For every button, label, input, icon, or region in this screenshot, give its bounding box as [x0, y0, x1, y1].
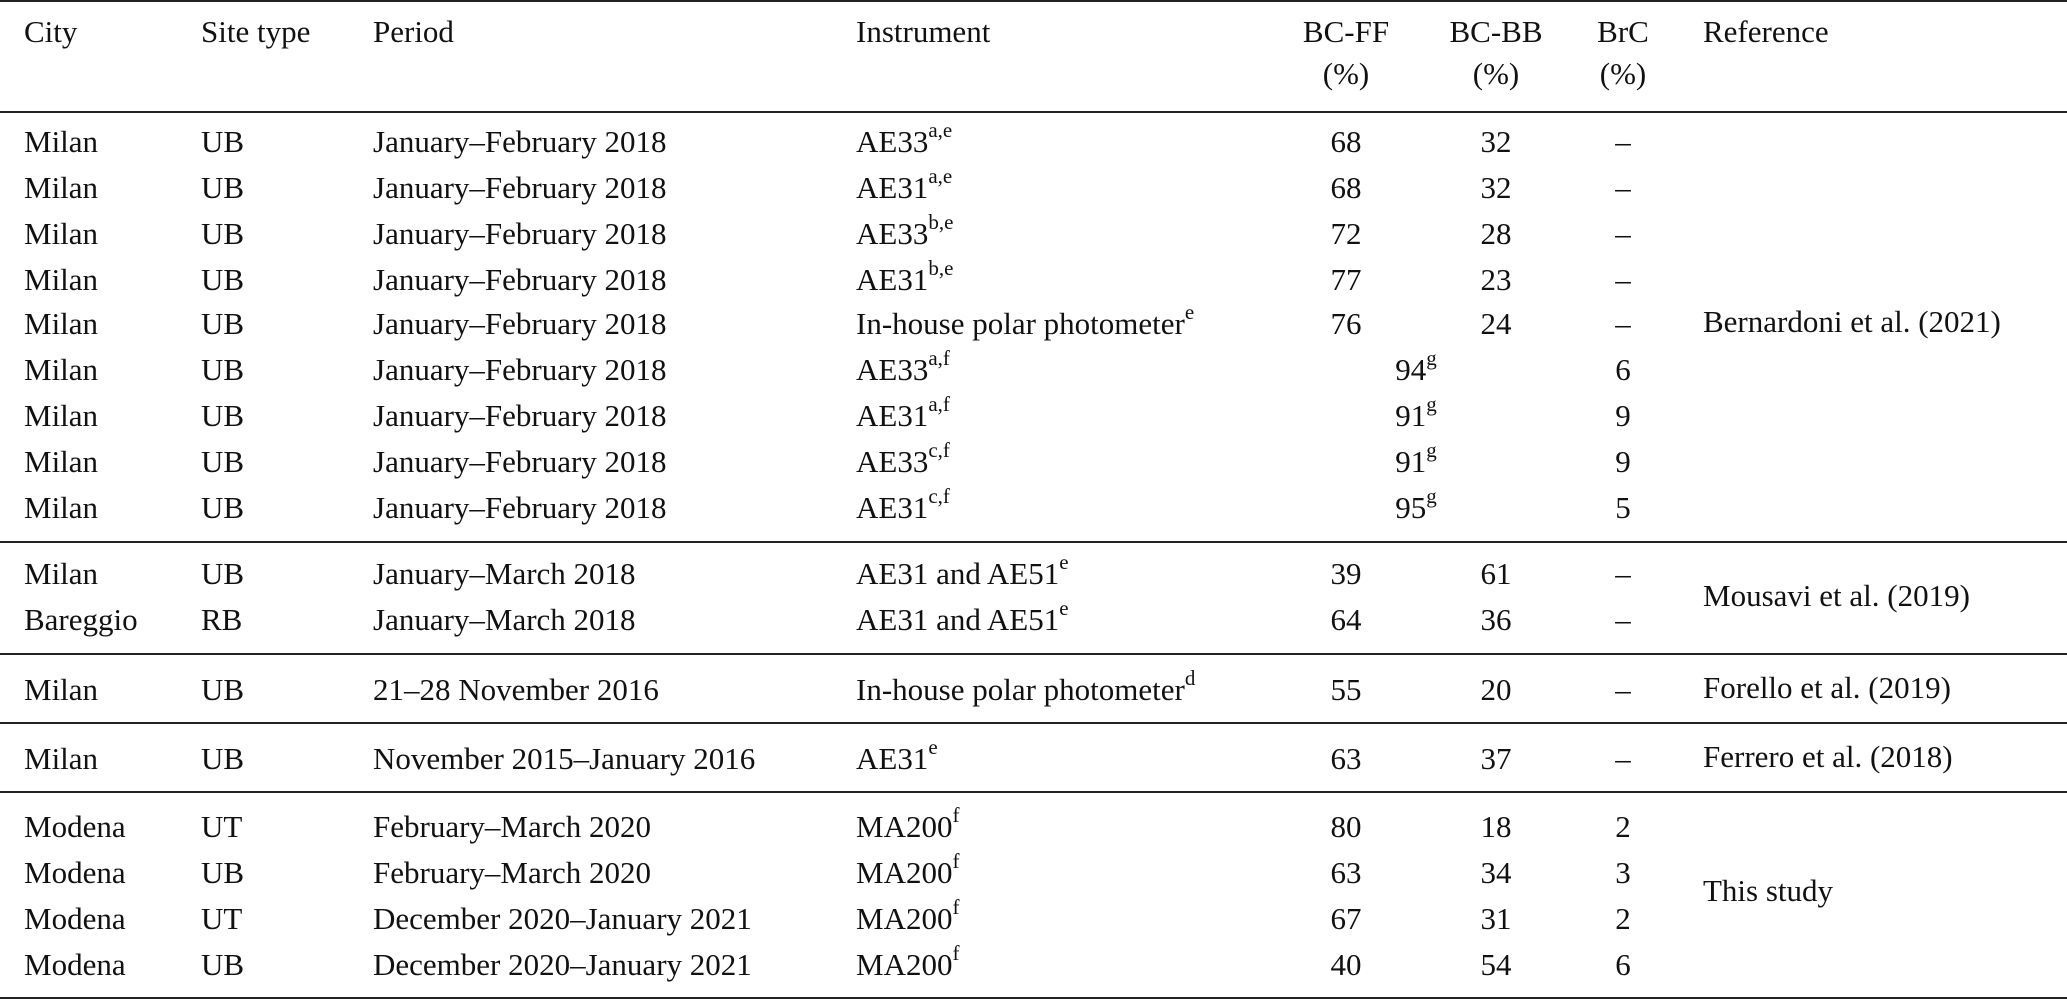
bcff-cell-text: 67 [1330, 901, 1362, 936]
city-cell-text: Modena [24, 901, 126, 936]
instrument-cell-text: MA200 [856, 947, 953, 982]
bcff-cell [1296, 556, 1396, 592]
site-type-cell [201, 490, 244, 526]
bcff-cell-text: 39 [1330, 556, 1362, 591]
brc-cell-text: 2 [1615, 809, 1631, 844]
bc-total-cell-text: 95 [1395, 490, 1427, 525]
brc-cell [1578, 490, 1668, 526]
bcff-cell-text: 63 [1330, 741, 1362, 776]
bcbb-cell [1446, 556, 1546, 592]
instrument-cell [856, 483, 950, 526]
brc-cell-text: – [1615, 672, 1631, 707]
bcbb-cell [1446, 901, 1546, 937]
bcbb-cell [1446, 262, 1546, 298]
instrument-cell [856, 209, 954, 252]
bc-total-cell-text: 91 [1395, 398, 1427, 433]
header-reference: Reference [1703, 14, 1829, 49]
brc-cell [1578, 855, 1668, 891]
brc-cell-text: – [1615, 602, 1631, 637]
brc-cell [1578, 901, 1668, 937]
period-cell-text: November 2015–January 2016 [373, 741, 756, 776]
city-cell [24, 855, 126, 891]
bcbb-cell-text: 61 [1480, 556, 1512, 591]
brc-cell [1578, 398, 1668, 434]
instrument-cell-text: AE31 [856, 262, 929, 297]
city-cell-text: Modena [24, 855, 126, 890]
bcbb-cell-text: 24 [1480, 306, 1512, 341]
bcff-cell [1296, 855, 1396, 891]
site-type-cell [201, 170, 244, 206]
header-bottom-rule [0, 111, 2067, 113]
instrument-footnote-sup: f [952, 802, 960, 827]
instrument-footnote-sup: b,e [928, 209, 954, 234]
bcbb-cell-text: 37 [1480, 741, 1512, 776]
period-cell-text: December 2020–January 2021 [373, 947, 752, 982]
period-cell-text: January–February 2018 [373, 216, 667, 251]
table-bottom-rule [0, 997, 2067, 999]
bcff-cell [1296, 170, 1396, 206]
city-cell-text: Modena [24, 809, 126, 844]
bcbb-cell [1446, 306, 1546, 342]
period-cell-text: January–February 2018 [373, 444, 667, 479]
bcbb-cell-text: 28 [1480, 216, 1512, 251]
period-cell [373, 602, 636, 638]
city-cell [24, 741, 98, 777]
site-type-cell [201, 352, 244, 388]
bcff-cell [1296, 901, 1396, 937]
bcbb-cell [1446, 216, 1546, 252]
bc-total-footnote-sup: g [1426, 437, 1437, 462]
bcbb-cell [1446, 809, 1546, 845]
site-type-cell [201, 672, 244, 708]
bcff-cell-text: 55 [1330, 672, 1362, 707]
brc-cell-text: 9 [1615, 398, 1631, 433]
site-type-cell [201, 444, 244, 480]
bc-total-footnote-sup: g [1426, 391, 1437, 416]
brc-cell [1578, 262, 1668, 298]
bcff-cell [1296, 306, 1396, 342]
period-cell-text: January–February 2018 [373, 398, 667, 433]
site-type-cell [201, 262, 244, 298]
site-type-cell [201, 398, 244, 434]
period-cell [373, 672, 659, 708]
instrument-cell-text: AE33 [856, 444, 929, 479]
instrument-cell [856, 549, 1069, 592]
table-top-rule [0, 0, 2067, 2]
reference-cell: Mousavi et al. (2019) [1703, 578, 1970, 613]
bc-total-cell-text: 94 [1395, 352, 1427, 387]
instrument-cell-text: AE33 [856, 124, 929, 159]
city-cell-text: Milan [24, 352, 99, 387]
city-cell [24, 947, 126, 983]
bcbb-cell-text: 20 [1480, 672, 1512, 707]
instrument-cell [856, 802, 960, 845]
header-brc-line1: BrC [1597, 14, 1649, 49]
instrument-cell [856, 665, 1196, 708]
bc-total-footnote-sup: g [1426, 345, 1437, 370]
period-cell [373, 556, 636, 592]
bcbb-cell [1446, 947, 1546, 983]
brc-cell-text: 6 [1615, 352, 1631, 387]
site-type-cell-text: UB [201, 262, 245, 297]
city-cell-text: Milan [24, 262, 99, 297]
city-cell-text: Milan [24, 741, 99, 776]
site-type-cell-text: UB [201, 170, 245, 205]
instrument-cell-text: In-house polar photometer [856, 306, 1185, 341]
bcbb-cell-text: 54 [1480, 947, 1512, 982]
brc-cell [1578, 306, 1668, 342]
bcbb-cell-text: 36 [1480, 602, 1512, 637]
site-type-cell [201, 741, 244, 777]
city-cell-text: Milan [24, 124, 99, 159]
instrument-cell-text: AE31 and AE51 [856, 556, 1060, 591]
bcff-cell [1296, 262, 1396, 298]
city-cell-text: Modena [24, 947, 126, 982]
period-cell-text: January–February 2018 [373, 170, 667, 205]
site-type-cell [201, 947, 244, 983]
bcff-cell-text: 64 [1330, 602, 1362, 637]
city-cell-text: Milan [24, 170, 99, 205]
period-cell-text: January–March 2018 [373, 602, 636, 637]
reference-cell: This study [1703, 873, 1834, 908]
reference-cell: Bernardoni et al. (2021) [1703, 304, 2001, 339]
bcbb-cell-text: 31 [1480, 901, 1512, 936]
instrument-footnote-sup: e [928, 734, 938, 759]
city-cell [24, 352, 98, 388]
period-cell [373, 809, 651, 845]
bc-total-cell [1376, 437, 1456, 480]
instrument-footnote-sup: a,f [928, 391, 950, 416]
city-cell-text: Milan [24, 216, 99, 251]
instrument-footnote-sup: e [1059, 549, 1069, 574]
city-cell-text: Milan [24, 556, 99, 591]
site-type-cell [201, 306, 244, 342]
site-type-cell [201, 602, 242, 638]
header-instrument: Instrument [856, 14, 991, 49]
period-cell [373, 947, 752, 983]
group-divider-3 [0, 722, 2067, 724]
city-cell [24, 490, 98, 526]
site-type-cell-text: UB [201, 490, 245, 525]
instrument-cell-text: AE31 [856, 398, 929, 433]
city-cell-text: Milan [24, 672, 99, 707]
header-bcff-line1: BC-FF [1302, 14, 1390, 49]
instrument-footnote-sup: f [952, 848, 960, 873]
instrument-cell-text: MA200 [856, 855, 953, 890]
period-cell [373, 444, 667, 480]
brc-cell-text: 9 [1615, 444, 1631, 479]
instrument-footnote-sup: d [1184, 665, 1196, 690]
instrument-cell [856, 345, 950, 388]
instrument-footnote-sup: a,e [928, 117, 953, 142]
period-cell [373, 306, 667, 342]
bcbb-cell-text: 23 [1480, 262, 1512, 297]
reference-cell: Forello et al. (2019) [1703, 670, 1951, 705]
instrument-cell [856, 437, 950, 480]
bcff-cell [1296, 124, 1396, 160]
site-type-cell [201, 124, 244, 160]
city-cell [24, 170, 98, 206]
instrument-cell-text: MA200 [856, 809, 953, 844]
site-type-cell [201, 809, 242, 845]
city-cell [24, 809, 126, 845]
brc-cell-text: – [1615, 262, 1631, 297]
bcff-cell [1296, 672, 1396, 708]
period-cell-text: January–February 2018 [373, 306, 667, 341]
site-type-cell-text: UB [201, 444, 245, 479]
brc-cell-text: – [1615, 556, 1631, 591]
period-cell-text: January–February 2018 [373, 262, 667, 297]
bc-total-cell [1376, 483, 1456, 526]
bc-total-footnote-sup: g [1426, 483, 1437, 508]
site-type-cell [201, 901, 242, 937]
instrument-cell-text: AE31 and AE51 [856, 602, 1060, 637]
brc-cell [1578, 170, 1668, 206]
header-city: City [24, 14, 78, 49]
instrument-cell [856, 163, 953, 206]
site-type-cell-text: UB [201, 352, 245, 387]
instrument-footnote-sup: a,e [928, 163, 953, 188]
bcff-cell [1296, 602, 1396, 638]
city-cell [24, 901, 126, 937]
bcff-cell-text: 40 [1330, 947, 1362, 982]
instrument-cell [856, 595, 1069, 638]
site-type-cell-text: UT [201, 809, 243, 844]
bcbb-cell-text: 34 [1480, 855, 1512, 890]
brc-cell-text: – [1615, 170, 1631, 205]
group-divider-2 [0, 653, 2067, 655]
header-bcbb-line2: (%) [1472, 56, 1520, 91]
city-cell [24, 262, 98, 298]
city-cell [24, 602, 138, 638]
bcff-cell-text: 68 [1330, 124, 1362, 159]
period-cell [373, 170, 667, 206]
period-cell [373, 398, 667, 434]
period-cell [373, 741, 755, 777]
city-cell [24, 306, 98, 342]
instrument-cell [856, 848, 960, 891]
city-cell [24, 672, 98, 708]
brc-cell-text: – [1615, 216, 1631, 251]
site-type-cell-text: UT [201, 901, 243, 936]
bcff-cell-text: 68 [1330, 170, 1362, 205]
bcff-cell-text: 76 [1330, 306, 1362, 341]
site-type-cell-text: UB [201, 398, 245, 433]
period-cell-text: February–March 2020 [373, 855, 652, 890]
bcff-cell-text: 72 [1330, 216, 1362, 251]
instrument-cell-text: AE31 [856, 741, 929, 776]
period-cell-text: December 2020–January 2021 [373, 901, 752, 936]
instrument-cell [856, 940, 960, 983]
header-period: Period [373, 14, 454, 49]
brc-cell [1578, 352, 1668, 388]
bc-total-cell-text: 91 [1395, 444, 1427, 479]
header-site-type: Site type [201, 14, 311, 49]
brc-cell [1578, 556, 1668, 592]
site-type-cell-text: UB [201, 947, 245, 982]
site-type-cell-text: UB [201, 556, 245, 591]
bcbb-cell [1446, 124, 1546, 160]
bcbb-cell [1446, 741, 1546, 777]
city-cell-text: Milan [24, 444, 99, 479]
instrument-cell-text: AE31 [856, 490, 929, 525]
group-divider-4 [0, 791, 2067, 793]
bcbb-cell [1446, 602, 1546, 638]
period-cell [373, 352, 667, 388]
period-cell [373, 216, 667, 252]
header-bcff-line2: (%) [1322, 56, 1370, 91]
site-type-cell-text: UB [201, 855, 245, 890]
site-type-cell [201, 855, 244, 891]
brc-cell [1578, 809, 1668, 845]
period-cell-text: January–February 2018 [373, 124, 667, 159]
city-cell [24, 216, 98, 252]
bcbb-cell [1446, 170, 1546, 206]
period-cell [373, 901, 752, 937]
header-bcbb-line1: BC-BB [1449, 14, 1543, 49]
city-cell-text: Bareggio [24, 602, 138, 637]
instrument-footnote-sup: c,f [928, 437, 950, 462]
brc-cell-text: 2 [1615, 901, 1631, 936]
brc-cell [1578, 444, 1668, 480]
instrument-footnote-sup: e [1184, 299, 1195, 324]
bcff-cell [1296, 947, 1396, 983]
period-cell-text: February–March 2020 [373, 809, 652, 844]
instrument-cell [856, 391, 950, 434]
bcbb-cell [1446, 672, 1546, 708]
city-cell-text: Milan [24, 398, 99, 433]
brc-cell [1578, 741, 1668, 777]
period-cell [373, 262, 667, 298]
instrument-cell [856, 117, 953, 160]
header-brc-line2: (%) [1599, 56, 1647, 91]
brc-cell [1578, 602, 1668, 638]
brc-cell [1578, 947, 1668, 983]
bcff-cell-text: 63 [1330, 855, 1362, 890]
reference-cell: Ferrero et al. (2018) [1703, 739, 1953, 774]
instrument-cell-text: AE33 [856, 352, 929, 387]
instrument-cell [856, 299, 1195, 342]
period-cell [373, 124, 667, 160]
bc-total-cell [1376, 391, 1456, 434]
instrument-cell-text: In-house polar photometer [856, 672, 1185, 707]
city-cell [24, 556, 98, 592]
site-type-cell-text: UB [201, 672, 245, 707]
site-type-cell-text: UB [201, 124, 245, 159]
instrument-cell-text: AE31 [856, 170, 929, 205]
instrument-footnote-sup: b,e [928, 255, 954, 280]
instrument-cell [856, 894, 960, 937]
instrument-footnote-sup: a,f [928, 345, 950, 370]
period-cell-text: January–February 2018 [373, 352, 667, 387]
site-type-cell-text: UB [201, 216, 245, 251]
brc-cell-text: 5 [1615, 490, 1631, 525]
bcff-cell-text: 77 [1330, 262, 1362, 297]
instrument-footnote-sup: f [952, 894, 960, 919]
instrument-cell-text: MA200 [856, 901, 953, 936]
bc-total-cell [1376, 345, 1456, 388]
instrument-footnote-sup: c,f [928, 483, 950, 508]
bcff-cell-text: 80 [1330, 809, 1362, 844]
city-cell [24, 124, 98, 160]
bcbb-cell-text: 32 [1480, 124, 1512, 159]
brc-cell-text: – [1615, 741, 1631, 776]
city-cell [24, 398, 98, 434]
site-type-cell [201, 556, 244, 592]
site-type-cell-text: RB [201, 602, 243, 637]
brc-cell-text: 3 [1615, 855, 1631, 890]
period-cell [373, 490, 667, 526]
period-cell-text: January–March 2018 [373, 556, 636, 591]
bcff-cell [1296, 741, 1396, 777]
instrument-cell-text: AE33 [856, 216, 929, 251]
bcbb-cell [1446, 855, 1546, 891]
period-cell-text: January–February 2018 [373, 490, 667, 525]
brc-cell [1578, 216, 1668, 252]
bcbb-cell-text: 18 [1480, 809, 1512, 844]
instrument-cell [856, 255, 954, 298]
brc-cell-text: – [1615, 124, 1631, 159]
city-cell [24, 444, 98, 480]
city-cell-text: Milan [24, 490, 99, 525]
bcff-cell [1296, 216, 1396, 252]
site-type-cell [201, 216, 244, 252]
site-type-cell-text: UB [201, 741, 245, 776]
instrument-footnote-sup: e [1059, 595, 1069, 620]
period-cell-text: 21–28 November 2016 [373, 672, 659, 707]
instrument-footnote-sup: f [952, 940, 960, 965]
brc-cell-text: – [1615, 306, 1631, 341]
instrument-cell [856, 734, 938, 777]
bcbb-cell-text: 32 [1480, 170, 1512, 205]
brc-cell [1578, 124, 1668, 160]
group-divider-1 [0, 541, 2067, 543]
city-cell-text: Milan [24, 306, 99, 341]
period-cell [373, 855, 651, 891]
bcff-cell [1296, 809, 1396, 845]
brc-cell-text: 6 [1615, 947, 1631, 982]
brc-cell [1578, 672, 1668, 708]
site-type-cell-text: UB [201, 306, 245, 341]
